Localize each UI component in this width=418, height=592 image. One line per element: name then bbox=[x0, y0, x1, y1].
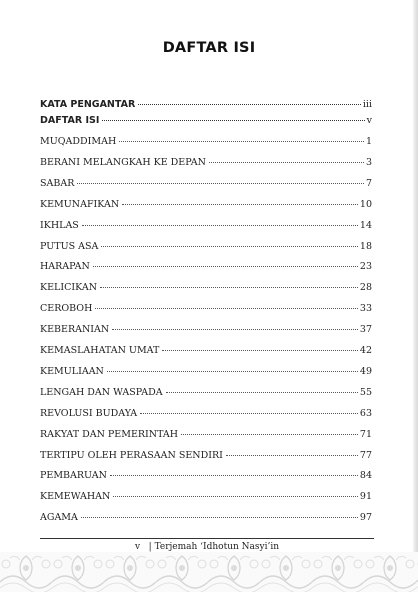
toc-dot-leader bbox=[181, 425, 358, 435]
toc-entry bbox=[40, 239, 372, 253]
toc-entry bbox=[40, 322, 372, 336]
toc-entry-title: IKHLAS bbox=[40, 219, 79, 231]
toc-entry-page-number: 18 bbox=[359, 240, 372, 252]
toc-entry bbox=[40, 448, 372, 462]
toc-entry bbox=[40, 427, 372, 441]
toc-dot-leader bbox=[119, 132, 364, 142]
toc-entry bbox=[40, 197, 372, 211]
toc-entry-title: HARAPAN bbox=[40, 261, 90, 273]
toc-entry bbox=[40, 155, 372, 169]
toc-entry-title: RAKYAT DAN PEMERINTAH bbox=[40, 428, 179, 440]
toc-entry-page-number: 91 bbox=[359, 491, 372, 503]
page-edge-shadow bbox=[413, 0, 418, 592]
toc-entry-page-number: v bbox=[366, 115, 372, 126]
toc-entry-title: KEMASLAHATAN UMAT bbox=[40, 345, 160, 356]
toc-entry-page-number: 10 bbox=[359, 198, 372, 210]
footer-separator: | bbox=[148, 542, 152, 552]
toc-entry-title: CEROBOH bbox=[40, 303, 93, 315]
toc-entry bbox=[40, 385, 372, 399]
toc-entry bbox=[40, 113, 372, 127]
footer-page-number: v bbox=[134, 542, 141, 552]
toc-dot-leader bbox=[107, 362, 358, 372]
toc-dot-leader bbox=[226, 446, 358, 456]
toc-entry bbox=[40, 343, 372, 357]
toc-entry-title: REVOLUSI BUDAYA bbox=[40, 407, 138, 419]
toc-entry-title: BERANI MELANGKAH KE DEPAN bbox=[40, 156, 206, 168]
toc-dot-leader bbox=[82, 216, 358, 226]
toc-entry-title: PUTUS ASA bbox=[40, 240, 99, 252]
toc-dot-leader bbox=[112, 320, 358, 330]
toc-entry-page-number: 49 bbox=[359, 365, 372, 377]
toc-entry bbox=[40, 406, 372, 420]
toc-entry-page-number: 77 bbox=[359, 449, 372, 461]
toc-entry-page-number: 7 bbox=[365, 177, 372, 189]
toc-entry-title: KEMEWAHAN bbox=[40, 491, 111, 503]
toc-entry-page-number: 37 bbox=[359, 324, 372, 336]
toc-entry-page-number: 63 bbox=[359, 407, 372, 419]
decorative-border-ornament bbox=[0, 552, 418, 592]
toc-entry bbox=[40, 489, 372, 503]
toc-entry-page-number: 23 bbox=[359, 261, 372, 273]
toc-entry-title: AGAMA bbox=[40, 512, 78, 524]
toc-entry-title: KELICIKAN bbox=[40, 282, 97, 294]
toc-entry-page-number: 3 bbox=[365, 156, 372, 168]
toc-entry-title: KEMUNAFIKAN bbox=[40, 198, 120, 210]
page-footer bbox=[40, 542, 374, 552]
toc-dot-leader bbox=[101, 237, 358, 247]
toc-entry-page-number: 42 bbox=[359, 345, 372, 356]
toc-entry-page-number: 97 bbox=[359, 512, 372, 524]
toc-dot-leader bbox=[102, 111, 364, 121]
toc-dot-leader bbox=[166, 383, 358, 393]
toc-entry-page-number: 1 bbox=[365, 136, 372, 147]
footer-book-title: Terjemah ‘Idhotun Nasyi’in bbox=[154, 542, 280, 552]
toc-entry-title: SABAR bbox=[40, 177, 75, 189]
toc-entry-page-number: 14 bbox=[359, 219, 372, 231]
toc-dot-leader bbox=[162, 341, 358, 351]
toc-entry bbox=[40, 218, 372, 232]
toc-entry-page-number: 28 bbox=[359, 282, 372, 294]
toc-entry-page-number: 33 bbox=[359, 303, 372, 315]
toc-entry bbox=[40, 510, 372, 524]
toc-entry-page-number: iii bbox=[362, 99, 372, 110]
footer-divider bbox=[40, 538, 374, 539]
toc-entry-title: MUQADDIMAH bbox=[40, 136, 117, 147]
toc-dot-leader bbox=[81, 508, 358, 518]
toc-entry-title: KATA PENGANTAR bbox=[40, 99, 136, 110]
toc-entry-page-number: 71 bbox=[359, 428, 372, 440]
toc-entry-title: LENGAH DAN WASPADA bbox=[40, 386, 163, 398]
toc-entry-page-number: 84 bbox=[359, 470, 372, 482]
toc-dot-leader bbox=[209, 153, 364, 163]
page-title: DAFTAR ISI bbox=[162, 40, 256, 56]
toc-dot-leader bbox=[140, 404, 358, 414]
toc-dot-leader bbox=[95, 299, 358, 309]
toc-entry bbox=[40, 301, 372, 315]
toc-dot-leader bbox=[113, 487, 358, 497]
toc-entry-title: DAFTAR ISI bbox=[40, 115, 100, 126]
toc-entry bbox=[40, 364, 372, 378]
toc-dot-leader bbox=[122, 195, 358, 205]
toc-entry-title: KEBERANIAN bbox=[40, 324, 110, 336]
toc-entry bbox=[40, 134, 372, 148]
toc-dot-leader bbox=[93, 257, 358, 267]
toc-entry bbox=[40, 259, 372, 273]
toc-dot-leader bbox=[110, 466, 358, 476]
toc-entry bbox=[40, 468, 372, 482]
toc-dot-leader bbox=[100, 278, 358, 288]
toc-entry bbox=[40, 280, 372, 294]
toc-entry-title: PEMBARUAN bbox=[40, 470, 107, 482]
toc-dot-leader bbox=[77, 174, 364, 184]
toc-entry-title: TERTIPU OLEH PERASAAN SENDIRI bbox=[40, 449, 223, 461]
toc-dot-leader bbox=[138, 95, 361, 105]
toc-entry-page-number: 55 bbox=[359, 386, 372, 398]
toc-entry-title: KEMULIAAN bbox=[40, 365, 104, 377]
toc-entry bbox=[40, 97, 372, 111]
toc-entry bbox=[40, 176, 372, 190]
